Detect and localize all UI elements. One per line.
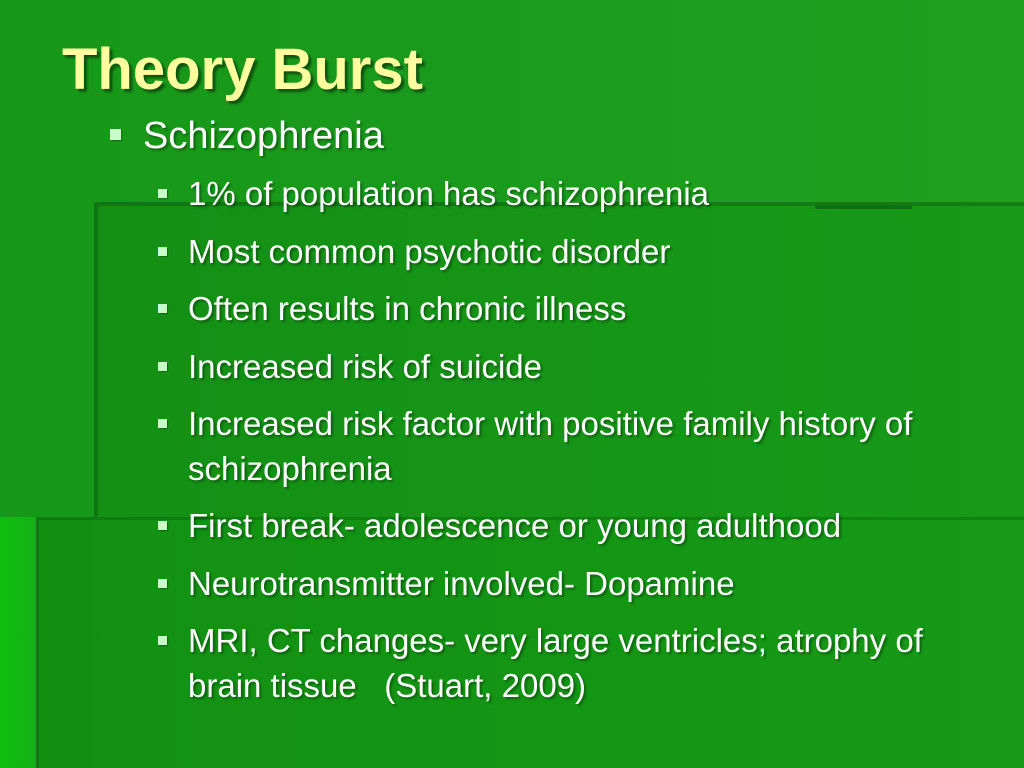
square-bullet-icon bbox=[158, 636, 167, 645]
bullet-text: First break- adolescence or young adulthood bbox=[188, 507, 842, 544]
square-bullet-icon bbox=[158, 419, 167, 428]
bullet-text: Most common psychotic disorder bbox=[188, 232, 671, 270]
topic-item bbox=[110, 112, 384, 160]
square-bullet-icon bbox=[158, 579, 167, 588]
bullet-item bbox=[158, 562, 998, 607]
square-bullet-icon bbox=[110, 129, 121, 140]
slide-title: Theory Burst bbox=[62, 37, 423, 102]
bullet-text: 1% of population has schizophrenia bbox=[188, 175, 710, 212]
bullet-item bbox=[158, 287, 998, 332]
bullet-item bbox=[158, 402, 998, 491]
bullet-text: MRI, CT changes- very large ventricles; atrophy of brain tissue (Stuart, 2009) bbox=[188, 622, 933, 704]
bullet-text: Often results in chronic illness bbox=[188, 290, 627, 327]
background-edge-strip bbox=[0, 517, 36, 768]
bullet-item bbox=[158, 345, 998, 390]
square-bullet-icon bbox=[158, 521, 167, 530]
bullet-item bbox=[158, 504, 998, 549]
square-bullet-icon bbox=[158, 304, 167, 313]
bullet-item bbox=[158, 619, 998, 708]
bullet-list bbox=[158, 172, 998, 721]
bullet-text: Neurotransmitter involved- Dopamine bbox=[188, 564, 735, 602]
topic-label: Schizophrenia bbox=[143, 115, 384, 157]
square-bullet-icon bbox=[158, 189, 167, 198]
bullet-item bbox=[158, 230, 998, 275]
bullet-item bbox=[158, 172, 998, 217]
bullet-text: Increased risk factor with positive family history of schizophrenia bbox=[188, 405, 913, 487]
square-bullet-icon bbox=[158, 362, 167, 371]
bullet-text: Increased risk of suicide bbox=[188, 347, 542, 385]
square-bullet-icon bbox=[158, 247, 167, 256]
